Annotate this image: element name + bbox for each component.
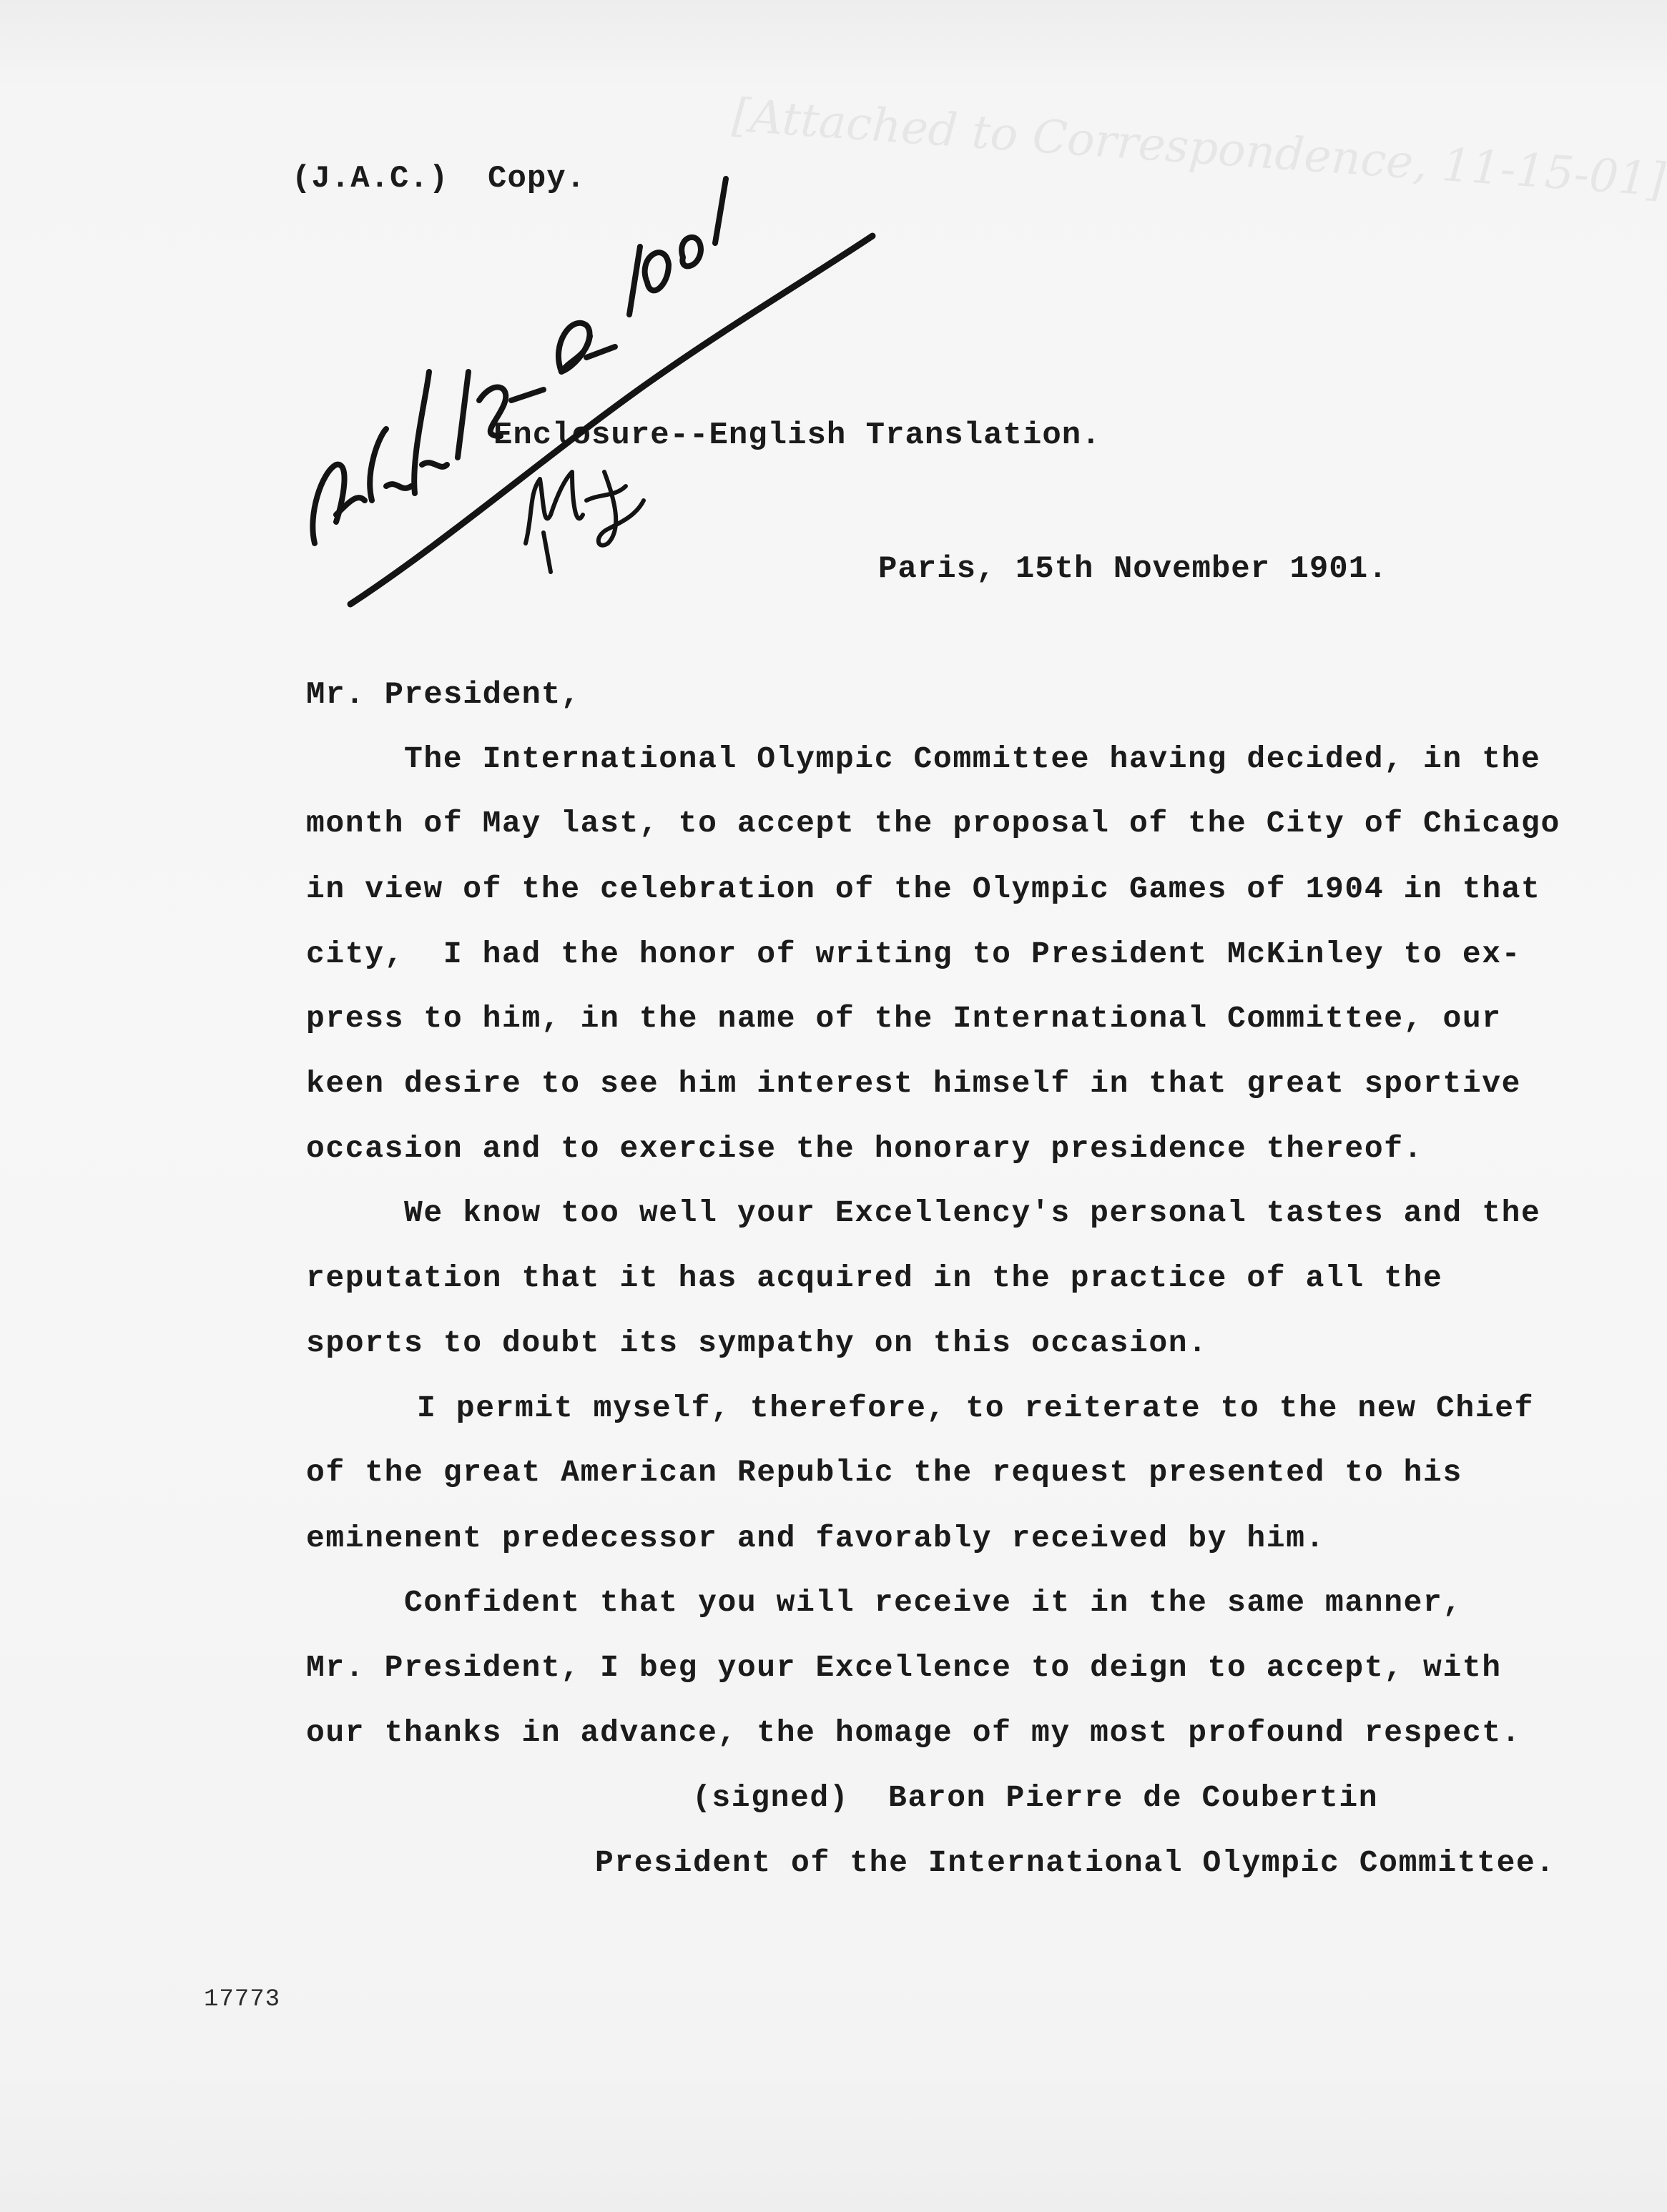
archive-bracket-note: [Attached to Correspondence, 11-15-01]	[730, 89, 1667, 207]
paragraph-line: of the great American Republic the request presented to his	[306, 1455, 1462, 1490]
paragraph-line: occasion and to exercise the honorary presidence thereof.	[306, 1131, 1424, 1166]
paragraph-line: We know too well your Excellency's personal tastes and the	[404, 1195, 1541, 1230]
paragraph-line: Mr. President, I beg your Excellence to deign to accept, with	[306, 1650, 1502, 1685]
paragraph-line: keen desire to see him interest himself in that great sportive	[306, 1066, 1522, 1101]
signature-title: President of the International Olympic Committee.	[595, 1845, 1555, 1880]
enclosure-title: Enclosure--English Translation.	[493, 418, 1101, 453]
document-number: 17773	[204, 1986, 281, 2013]
paragraph-line: eminenent predecessor and favorably received by him.	[306, 1521, 1326, 1556]
salutation: Mr. President,	[306, 677, 581, 713]
copy-marker: (J.A.C.) Copy.	[292, 161, 586, 197]
paragraph-line: I permit myself, therefore, to reiterate to the new Chief	[417, 1391, 1535, 1426]
paragraph-line: city, I had the honor of writing to President McKinley to ex-	[306, 937, 1522, 972]
paragraph-line: press to him, in the name of the International Committee, our	[306, 1001, 1502, 1036]
paragraph-line: our thanks in advance, the homage of my most profound respect.	[306, 1715, 1522, 1750]
paragraph-line: sports to doubt its sympathy on this occasion.	[306, 1325, 1208, 1361]
paragraph-line: in view of the celebration of the Olympic Games of 1904 in that	[306, 872, 1541, 907]
paragraph-line: month of May last, to accept the proposal of the City of Chicago	[306, 806, 1560, 841]
date-line: Paris, 15th November 1901.	[878, 551, 1388, 587]
paragraph-line: reputation that it has acquired in the practice of all the	[306, 1260, 1443, 1295]
paragraph-line: Confident that you will receive it in the same manner,	[404, 1585, 1462, 1620]
paragraph-line: The International Olympic Committee having decided, in the	[404, 741, 1541, 776]
signature-line: (signed) Baron Pierre de Coubertin	[692, 1780, 1379, 1815]
